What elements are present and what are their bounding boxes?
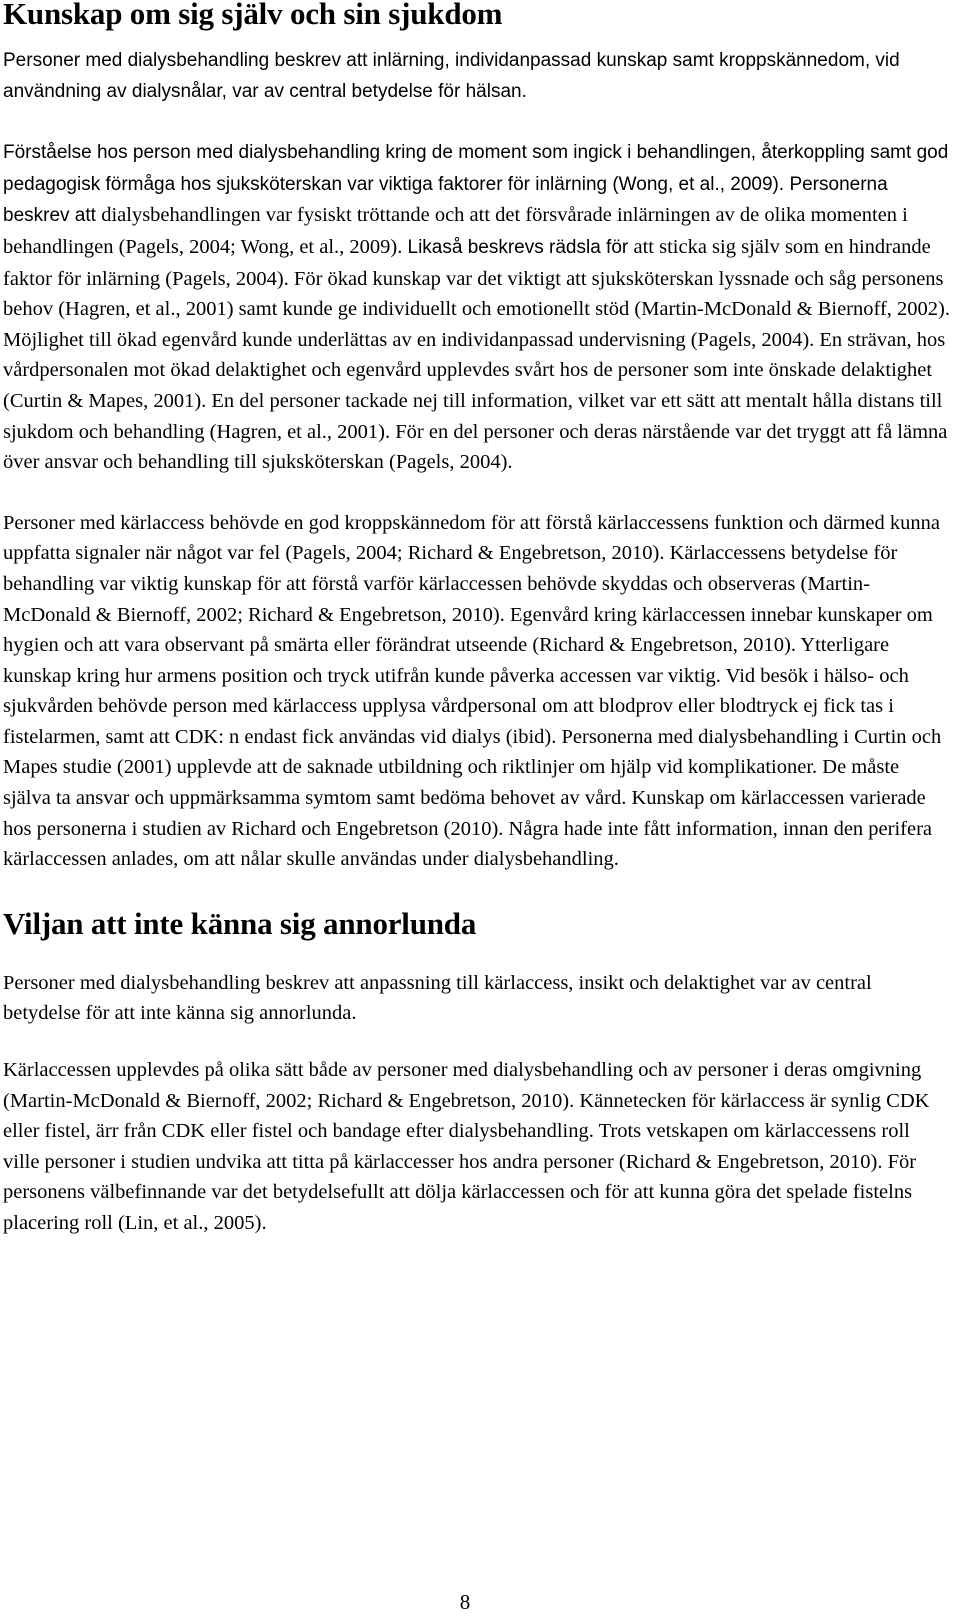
document-page [3, 0, 951, 1239]
body-paragraph-vascular-access: Personer med kärlaccess behövde en god kroppskännedom för att förstå kärlaccessens funktion och därmed kunna uppfatta signaler när något var fel (Pagels, 2004; Richard & Engebretson, 2010). Kärlaccessens betydelse för behandling var viktig kunskap för att förstå varför kärlaccessen behövde skyddas och observeras (Martin-McDonald & Biernoff, 2002; Richard & Engebretson, 2010). Egenvård kring kärlaccessen innebar kunskaper om hygien och att vara observant på smärta eller förändrat utseende (Richard & Engebretson, 2010). Ytterligare kunskap kring hur armens position och tryck utifrån kunde påverka accessen var viktig. Vid besök i hälso- och sjukvården behövde person med kärlaccess upplysa vårdpersonal om att blodprov eller blodtryck ej fick tas i fistelarmen, samt att CDK: n endast fick användas vid dialys (ibid). Personerna med dialysbehandling i Curtin och Mapes studie (2001) upplevde att de saknade utbildning och riktlinjer om hjälp vid komplikationer. De måste själva ta ansvar och uppmärksamma symtom samt bedöma behovet av vård. Kunskap om kärlaccessen varierade hos personerna i studien av Richard och Engebretson (2010). Några hade inte fått information, innan den perifera kärlaccessen anlades, om att nålar skulle användas under dialysbehandling. [3, 511, 942, 871]
section-heading-not-different: Viljan att inte känna sig annorlunda [3, 905, 477, 941]
section-intro-paragraph: Personer med dialysbehandling beskrev att anpassning till kärlaccess, insikt och delaktighet var av central betydelse för att inte känna sig annorlunda. [3, 971, 872, 1025]
text-run: dialysbehandlingen var fysiskt tröttande och att det försvårade inlärningen av de olika momenten i behandlingen (Pagels, 2004; Wong, et al., 2009). [3, 204, 908, 258]
text-run: Likaså beskrevs rädsla för [407, 236, 634, 258]
section-heading-knowledge: Kunskap om sig själv och sin sjukdom [3, 0, 503, 31]
text-run: Förståelse hos person med dialysbehandling kring de moment som ingick i behandlingen, återkoppling samt god pedagogisk förmåga hos sjuksköterskan var viktiga faktorer för inlärning (Wong, et al., 2009). [3, 142, 949, 195]
text-run: Personerna beskrev att [3, 173, 888, 227]
section-intro-paragraph: Personer med dialysbehandling beskrev att inlärning, individanpassad kunskap samt kroppskännedom, vid användning av dialysnålar, var av central betydelse för hälsan. [3, 50, 900, 102]
body-paragraph-perception: Kärlaccessen upplevdes på olika sätt både av personer med dialysbehandling och av personer i deras omgivning (Martin-McDonald & Biernoff, 2002; Richard & Engebretson, 2010). Kännetecken för kärlaccess är synlig CDK eller fistel, ärr från CDK eller fistel och bandage efter dialysbehandling. Trots vetskapen om kärlaccessens roll ville personer i studien undvika att titta på kärlaccesser hos andra personer (Richard & Engebretson, 2010). För personens välbefinnande var det betydelsefullt att dölja kärlaccessen och för att kunna göra det spelade fistelns placering roll (Lin, et al., 2005). [3, 1059, 930, 1234]
body-paragraph-learning [3, 137, 951, 478]
page-number: 8 [459, 1590, 471, 1614]
text-run: att sticka sig själv som en hindrande faktor för inlärning (Pagels, 2004). För ökad kunskap var det viktigt att sjuksköterskan lyssnade och såg personens behov (Hagren, et al., 2001) samt kunde ge individuellt och emotionellt stöd (Martin-McDonald & Biernoff, 2002). Möjlighet till ökad egenvård kunde underlättas av en individanpassad undervisning (Pagels, 2004). En strävan, hos vårdpersonalen mot ökad delaktighet och egenvård upplevdes svårt hos de personer som inte önskade delaktighet (Curtin & Mapes, 2001). En del personer tackade nej till information, vilket var ett sätt att mentalt hålla distans till sjukdom och behandling (Hagren, et al., 2001). För en del personer och deras närstående var det tryggt att få lämna över ansvar och behandling till sjuksköterskan (Pagels, 2004). [3, 235, 950, 474]
